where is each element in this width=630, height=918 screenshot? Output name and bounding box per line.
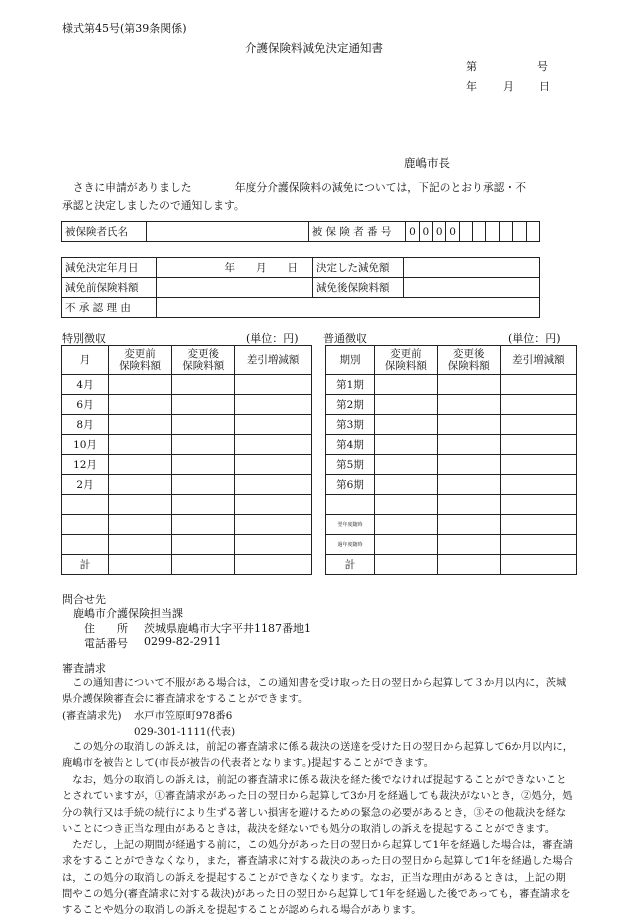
normal-cell[interactable] xyxy=(375,455,438,475)
normal-cell[interactable] xyxy=(500,515,576,535)
special-cell[interactable] xyxy=(172,395,235,415)
normal-header-0: 期別 xyxy=(326,346,375,375)
normal-cell[interactable] xyxy=(500,435,576,455)
special-header-1: 変更前 保険料額 xyxy=(109,346,172,375)
normal-cell[interactable] xyxy=(375,535,438,555)
insured-table xyxy=(61,221,540,242)
special-cell[interactable] xyxy=(109,435,172,455)
normal-cell[interactable] xyxy=(437,475,500,495)
contact-dept: 鹿嶋市介護保険担当課 xyxy=(73,607,183,620)
insured-number-digit[interactable]: 0 xyxy=(406,222,419,242)
normal-cell[interactable] xyxy=(437,415,500,435)
insured-number-digit[interactable]: 0 xyxy=(433,222,446,242)
table-row xyxy=(62,375,312,395)
contact-tel: 0299-82-2911 xyxy=(144,635,222,648)
table-row xyxy=(62,495,312,515)
normal-cell[interactable] xyxy=(500,375,576,395)
special-row-label: 10月 xyxy=(62,435,109,455)
special-cell[interactable] xyxy=(109,515,172,535)
special-cell[interactable] xyxy=(235,415,312,435)
table-row xyxy=(62,435,312,455)
special-cell[interactable] xyxy=(109,535,172,555)
normal-cell[interactable] xyxy=(437,435,500,455)
special-cell[interactable] xyxy=(109,495,172,515)
normal-title: 普通徴収 xyxy=(323,332,367,345)
table-row xyxy=(326,475,577,495)
table-row xyxy=(326,455,577,475)
decided-amount-label: 決定した減免額 xyxy=(313,258,404,278)
table-row xyxy=(62,515,312,535)
special-unit: (単位：円) xyxy=(246,332,299,345)
special-cell[interactable] xyxy=(172,515,235,535)
normal-total-cell[interactable] xyxy=(437,555,500,575)
normal-row-label: 第5期 xyxy=(326,455,375,475)
normal-cell[interactable] xyxy=(437,395,500,415)
special-cell[interactable] xyxy=(109,395,172,415)
normal-cell[interactable] xyxy=(500,495,576,515)
page-title: 介護保険料減免決定通知書 xyxy=(245,41,383,55)
table-row xyxy=(326,435,577,455)
appeal-heading: 審査請求 xyxy=(62,662,106,675)
normal-header-3: 差引増減額 xyxy=(500,346,576,375)
normal-cell[interactable] xyxy=(437,375,500,395)
special-cell[interactable] xyxy=(109,455,172,475)
date-day: 日 xyxy=(539,80,550,93)
special-header-2: 変更後 保険料額 xyxy=(172,346,235,375)
normal-cell[interactable] xyxy=(375,515,438,535)
insured-number-digit[interactable] xyxy=(499,222,512,242)
special-cell[interactable] xyxy=(109,415,172,435)
special-row-label: 8月 xyxy=(62,415,109,435)
insured-number-digit[interactable] xyxy=(486,222,499,242)
decision-date-label: 減免決定年月日 xyxy=(62,258,157,278)
special-row-label xyxy=(62,535,109,555)
normal-row-label: 第1期 xyxy=(326,375,375,395)
normal-row-label xyxy=(326,495,375,515)
normal-row-label: 第6期 xyxy=(326,475,375,495)
issuer: 鹿嶋市長 xyxy=(404,156,450,170)
special-title: 特別徴収 xyxy=(62,332,106,345)
reason-field[interactable] xyxy=(157,298,540,318)
contact-heading: 問合せ先 xyxy=(62,593,106,606)
appeal-paragraph-1: この通知書について不服がある場合は，この通知書を受け取った日の翌日から起算して３か月以内に，茨城県介護保険審査会に審査請求をすることができます。 xyxy=(62,677,567,706)
special-row-label xyxy=(62,495,109,515)
special-cell[interactable] xyxy=(235,495,312,515)
table-row xyxy=(62,475,312,495)
normal-cell[interactable] xyxy=(375,475,438,495)
normal-header-2: 変更後 保険料額 xyxy=(437,346,500,375)
table-row xyxy=(326,535,577,555)
table-row xyxy=(326,375,577,395)
normal-cell[interactable] xyxy=(375,495,438,515)
special-row-label: 4月 xyxy=(62,375,109,395)
normal-cell[interactable] xyxy=(500,475,576,495)
special-header-0: 月 xyxy=(62,346,109,375)
special-cell[interactable] xyxy=(109,475,172,495)
normal-cell[interactable] xyxy=(437,455,500,475)
normal-total-label: 計 xyxy=(326,555,375,575)
normal-cell[interactable] xyxy=(375,395,438,415)
normal-row-label: 翌年度随時 xyxy=(326,515,375,535)
after-amount-field[interactable] xyxy=(404,278,540,298)
special-cell[interactable] xyxy=(235,375,312,395)
appeal-dest-label: (審査請求先) xyxy=(62,710,122,722)
special-cell[interactable] xyxy=(172,475,235,495)
special-total-cell[interactable] xyxy=(235,555,312,575)
table-row xyxy=(326,495,577,515)
insured-number-digit[interactable]: 0 xyxy=(446,222,459,242)
special-cell[interactable] xyxy=(235,395,312,415)
date-month: 月 xyxy=(503,80,514,93)
special-cell[interactable] xyxy=(172,535,235,555)
normal-table xyxy=(325,345,577,575)
table-row xyxy=(326,515,577,535)
special-total-cell[interactable] xyxy=(172,555,235,575)
special-cell[interactable] xyxy=(172,375,235,395)
reason-label: 不 承 認 理 由 xyxy=(62,298,157,318)
special-header-3: 差引増減額 xyxy=(235,346,312,375)
normal-row-label: 過年度随時 xyxy=(326,535,375,555)
normal-header-1: 変更前 保険料額 xyxy=(375,346,438,375)
insured-number-digit[interactable] xyxy=(513,222,526,242)
special-cell[interactable] xyxy=(172,415,235,435)
contact-address: 茨城県鹿嶋市大字平井1187番地1 xyxy=(144,622,311,635)
special-table xyxy=(61,345,312,575)
special-row-label xyxy=(62,515,109,535)
contact-tel-label: 電話番号 xyxy=(84,637,128,650)
normal-cell[interactable] xyxy=(437,515,500,535)
appeal-paragraph-4: ただし，上記の期間が経過する前に，この処分があった日の翌日から起算して1年を経過した場合は，審査請求をすることができなくなり，また，審査請求に対する裁決のあった日の翌日から起算して1年を経過した場合は，この処分の取消しの訴えを提起することができなくなります。なお，正当な理由があるときは，上記の期間やこの処分(審査請求に対する裁決)があった日の翌日から起算して1年を経過した後であっても，審査請求をすることや処分の取消しの訴えを提起することが認められる場合があります。 xyxy=(62,839,573,917)
normal-cell[interactable] xyxy=(375,435,438,455)
before-amount-label: 減免前保険料額 xyxy=(62,278,157,298)
table-row xyxy=(62,455,312,475)
insured-number-digit[interactable] xyxy=(459,222,472,242)
appeal-paragraph-2: この処分の取消しの訴えは，前記の審査請求に係る裁決の送達を受けた日の翌日から起算して6か月以内に，鹿嶋市を被告として(市長が被告の代表者となります。)提起することができます。 xyxy=(62,741,574,770)
date-year: 年 xyxy=(466,80,477,93)
appeal-dest-tel: 029-301-1111(代表) xyxy=(134,726,236,738)
normal-cell[interactable] xyxy=(375,375,438,395)
special-total-cell[interactable] xyxy=(109,555,172,575)
table-row xyxy=(326,555,577,575)
normal-total-cell[interactable] xyxy=(500,555,576,575)
special-cell[interactable] xyxy=(235,515,312,535)
normal-cell[interactable] xyxy=(500,395,576,415)
normal-row-label: 第4期 xyxy=(326,435,375,455)
insured-number-label: 被 保 険 者 番 号 xyxy=(308,222,406,242)
special-row-label: 2月 xyxy=(62,475,109,495)
doc-number-go: 号 xyxy=(537,60,548,73)
special-cell[interactable] xyxy=(235,455,312,475)
special-row-label: 12月 xyxy=(62,455,109,475)
table-row xyxy=(326,395,577,415)
appeal-paragraph-3: なお，処分の取消しの訴えは，前記の審査請求に係る裁決を経た後でなければ提起することができないこととされていますが，①審査請求があった日の翌日から起算して3か月を経過しても裁決がないとき，②処分，処分の執行又は手続の続行により生ずる著しい損害を避けるための緊急の必要があるとき，③その他裁決を経ないことにつき正当な理由があるときは，裁決を経ないでも処分の取消しの訴えを提起することができます。 xyxy=(62,774,573,835)
special-cell[interactable] xyxy=(172,435,235,455)
form-label: 様式第45号(第39条関係) xyxy=(62,22,187,35)
table-row xyxy=(326,415,577,435)
table-row xyxy=(62,535,312,555)
insured-number-digit[interactable] xyxy=(473,222,486,242)
special-cell[interactable] xyxy=(109,375,172,395)
special-cell[interactable] xyxy=(235,535,312,555)
normal-row-label: 第3期 xyxy=(326,415,375,435)
decided-amount-field[interactable] xyxy=(404,258,540,278)
special-total-label: 計 xyxy=(62,555,109,575)
appeal-dest-address: 水戸市笠原町978番6 xyxy=(134,710,233,722)
normal-cell[interactable] xyxy=(437,495,500,515)
special-cell[interactable] xyxy=(172,495,235,515)
table-row xyxy=(62,555,312,575)
normal-unit: (単位：円) xyxy=(508,332,561,345)
after-amount-label: 減免後保険料額 xyxy=(313,278,404,298)
decision-date-value[interactable]: 年 月 日 xyxy=(157,258,313,278)
special-cell[interactable] xyxy=(235,475,312,495)
normal-cell[interactable] xyxy=(500,415,576,435)
normal-cell[interactable] xyxy=(500,535,576,555)
decision-table xyxy=(61,257,540,318)
before-amount-field[interactable] xyxy=(157,278,313,298)
normal-total-cell[interactable] xyxy=(375,555,438,575)
insured-number-digit[interactable] xyxy=(526,222,539,242)
intro-line-1: さきに申請がありました 年度分介護保険料の減免については，下記のとおり承認・不 xyxy=(72,181,527,194)
table-row xyxy=(62,415,312,435)
special-cell[interactable] xyxy=(172,455,235,475)
insured-name-field[interactable] xyxy=(147,222,308,242)
contact-address-label: 住 所 xyxy=(84,622,128,635)
table-row xyxy=(62,395,312,415)
special-cell[interactable] xyxy=(235,435,312,455)
insured-number-digit[interactable]: 0 xyxy=(419,222,432,242)
doc-number-dai: 第 xyxy=(466,60,477,73)
normal-cell[interactable] xyxy=(375,415,438,435)
special-row-label: 6月 xyxy=(62,395,109,415)
normal-cell[interactable] xyxy=(437,535,500,555)
normal-cell[interactable] xyxy=(500,455,576,475)
normal-row-label: 第2期 xyxy=(326,395,375,415)
intro-line-2: 承認と決定しましたので通知します。 xyxy=(62,199,245,212)
insured-name-label: 被保険者氏名 xyxy=(62,222,147,242)
